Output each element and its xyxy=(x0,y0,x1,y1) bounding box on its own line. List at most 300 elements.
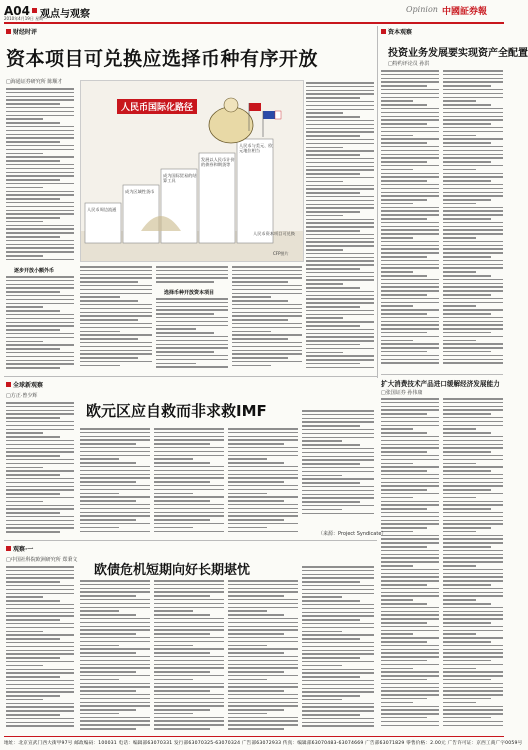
text-line xyxy=(6,329,60,331)
text-line xyxy=(228,508,298,510)
text-line xyxy=(6,508,74,510)
text-line xyxy=(228,451,298,453)
text-line xyxy=(6,168,74,170)
text-line xyxy=(228,595,284,597)
text-line xyxy=(80,595,136,597)
bottom-byline: □中国社科院欧洲研究所 郑秉文 xyxy=(6,557,78,563)
text-line xyxy=(232,274,302,276)
text-line xyxy=(306,86,374,88)
text-line xyxy=(381,508,427,510)
text-line xyxy=(443,252,503,254)
text-line xyxy=(381,618,439,620)
text-line xyxy=(443,671,503,673)
text-line xyxy=(6,149,74,151)
text-line xyxy=(443,305,476,307)
text-line xyxy=(381,409,439,411)
text-line xyxy=(443,478,503,480)
text-line xyxy=(381,504,439,506)
text-line xyxy=(228,660,298,662)
text-line xyxy=(306,295,374,297)
text-line xyxy=(381,226,439,228)
text-line xyxy=(6,417,60,419)
text-line xyxy=(6,593,74,595)
text-line xyxy=(302,581,360,583)
text-line xyxy=(381,328,439,330)
text-line xyxy=(6,130,74,132)
text-line xyxy=(80,599,150,601)
bottom-col-4 xyxy=(228,580,298,732)
text-line xyxy=(306,177,374,179)
text-line xyxy=(443,340,476,342)
text-line xyxy=(154,671,210,673)
text-line xyxy=(232,319,288,321)
text-line xyxy=(80,637,150,639)
text-line xyxy=(381,516,439,518)
text-line xyxy=(443,81,503,83)
text-line xyxy=(443,611,503,613)
text-line xyxy=(80,451,150,453)
text-line xyxy=(228,698,298,700)
text-line xyxy=(228,599,298,601)
text-line xyxy=(306,150,374,152)
text-line xyxy=(306,264,374,266)
text-line xyxy=(302,505,374,507)
text-line xyxy=(306,355,374,357)
text-line xyxy=(6,585,74,587)
text-line xyxy=(232,289,302,291)
text-line xyxy=(306,147,343,149)
text-line xyxy=(443,482,503,484)
text-line xyxy=(80,361,152,363)
text-line xyxy=(443,283,503,285)
text-line xyxy=(154,481,210,483)
text-line xyxy=(381,611,439,613)
text-line xyxy=(443,336,503,338)
text-line xyxy=(381,668,413,670)
text-line xyxy=(156,266,228,268)
text-line xyxy=(381,599,413,601)
text-line xyxy=(80,266,152,268)
text-line xyxy=(6,672,74,674)
text-line xyxy=(80,648,150,650)
text-line xyxy=(381,290,439,292)
text-line xyxy=(154,428,224,430)
text-line xyxy=(228,607,298,609)
text-line xyxy=(443,343,503,345)
text-line xyxy=(80,308,152,310)
text-line xyxy=(381,554,439,556)
text-line xyxy=(381,199,427,201)
text-line xyxy=(381,652,439,654)
text-line xyxy=(80,474,150,476)
text-line xyxy=(381,203,413,205)
text-line xyxy=(443,546,491,548)
text-line xyxy=(443,690,503,692)
text-line xyxy=(80,293,152,295)
text-line xyxy=(80,610,119,612)
text-line xyxy=(443,241,503,243)
text-line xyxy=(6,623,74,625)
middle-col-5 xyxy=(302,410,374,518)
text-line xyxy=(154,652,210,654)
text-line xyxy=(302,482,360,484)
main-byline: □海通证券研究所 陈顺才 xyxy=(6,79,63,85)
text-line xyxy=(6,612,74,614)
text-line xyxy=(443,444,503,446)
text-line xyxy=(381,557,439,559)
text-line xyxy=(381,489,427,491)
text-line xyxy=(80,481,136,483)
text-line xyxy=(443,614,503,616)
text-line xyxy=(6,524,74,526)
text-line xyxy=(6,202,74,204)
text-line xyxy=(80,679,119,681)
text-line xyxy=(381,131,439,133)
text-line xyxy=(6,608,74,610)
text-line xyxy=(302,444,360,446)
text-line xyxy=(6,421,74,423)
text-line xyxy=(443,218,491,220)
text-line xyxy=(443,474,503,476)
text-line xyxy=(302,688,374,690)
text-line xyxy=(154,709,210,711)
text-line xyxy=(6,228,74,230)
text-line xyxy=(443,184,503,186)
text-line xyxy=(302,463,360,465)
text-line xyxy=(443,595,503,597)
text-line xyxy=(80,694,150,696)
text-line xyxy=(443,538,503,540)
text-line xyxy=(306,131,374,133)
text-line xyxy=(228,512,298,514)
text-line xyxy=(443,668,476,670)
text-line xyxy=(80,667,150,669)
text-line xyxy=(80,645,119,647)
text-line xyxy=(381,406,439,408)
text-line xyxy=(443,489,491,491)
text-line xyxy=(80,652,136,654)
text-line xyxy=(228,477,298,479)
text-line xyxy=(6,429,74,431)
text-line xyxy=(6,175,74,177)
text-line xyxy=(443,245,503,247)
text-line xyxy=(80,334,152,336)
text-line xyxy=(228,610,267,612)
text-line xyxy=(381,218,427,220)
text-line xyxy=(306,211,360,213)
text-line xyxy=(154,645,193,647)
text-line xyxy=(381,210,439,212)
text-line xyxy=(306,298,374,300)
text-line xyxy=(443,520,503,522)
text-line xyxy=(80,436,150,438)
cartoon-label-convertible: 人民币资本项目可兑换 xyxy=(253,231,295,236)
text-line xyxy=(6,280,74,282)
text-line xyxy=(381,497,413,499)
text-line xyxy=(381,482,439,484)
text-line xyxy=(443,294,491,296)
text-line xyxy=(6,516,74,518)
text-line xyxy=(443,523,503,525)
text-line xyxy=(381,74,439,76)
text-line xyxy=(6,322,74,324)
text-line xyxy=(443,531,476,533)
text-line xyxy=(6,276,74,278)
text-line xyxy=(443,592,503,594)
text-line xyxy=(6,722,74,724)
text-line xyxy=(443,561,503,563)
text-line xyxy=(306,268,360,270)
text-line xyxy=(381,592,439,594)
paper-name: 中國証券報 xyxy=(442,7,488,17)
text-line xyxy=(154,694,224,696)
text-line xyxy=(443,313,491,315)
text-line xyxy=(381,286,439,288)
text-line xyxy=(80,709,136,711)
text-line xyxy=(381,138,439,140)
text-line xyxy=(6,160,60,162)
text-line xyxy=(381,444,439,446)
text-line xyxy=(381,447,439,449)
text-line xyxy=(381,248,439,250)
text-line xyxy=(381,112,439,114)
text-line xyxy=(381,135,413,137)
text-line xyxy=(228,474,298,476)
text-line xyxy=(156,347,228,349)
text-line xyxy=(302,725,374,727)
text-line xyxy=(302,699,342,701)
text-line xyxy=(6,287,74,289)
text-line xyxy=(443,463,476,465)
text-line xyxy=(381,127,439,129)
text-line xyxy=(443,108,503,110)
text-line xyxy=(302,456,374,458)
text-line xyxy=(154,660,224,662)
text-line xyxy=(306,276,374,278)
text-line xyxy=(302,459,374,461)
text-line xyxy=(443,664,503,666)
opinion-label: Opinion xyxy=(406,5,438,14)
text-line xyxy=(443,210,503,212)
text-line xyxy=(381,70,439,72)
text-line xyxy=(156,366,228,368)
text-line xyxy=(381,233,439,235)
text-line xyxy=(443,660,491,662)
text-line xyxy=(381,398,439,400)
text-line xyxy=(228,455,298,457)
text-line xyxy=(154,683,224,685)
text-line xyxy=(6,156,74,158)
text-line xyxy=(6,482,74,484)
text-line xyxy=(306,207,374,209)
text-line xyxy=(228,724,298,726)
text-line xyxy=(381,535,439,537)
text-line xyxy=(156,274,228,276)
text-line xyxy=(381,165,439,167)
text-line xyxy=(228,496,298,498)
text-line xyxy=(443,535,503,537)
text-line xyxy=(302,478,374,480)
text-line xyxy=(306,226,374,228)
text-line xyxy=(80,285,152,287)
text-line xyxy=(381,108,439,110)
text-line xyxy=(381,614,439,616)
text-line xyxy=(381,123,427,125)
text-line xyxy=(228,580,298,582)
text-line xyxy=(6,684,74,686)
text-line xyxy=(228,504,298,506)
text-line xyxy=(80,289,152,291)
column-divider xyxy=(377,26,378,378)
text-line xyxy=(443,406,503,408)
text-line xyxy=(156,328,196,330)
text-line xyxy=(154,607,224,609)
text-line xyxy=(6,310,60,312)
text-line xyxy=(6,153,43,155)
text-line xyxy=(381,252,439,254)
text-line xyxy=(154,432,224,434)
text-line xyxy=(381,351,427,353)
text-line xyxy=(6,291,60,293)
text-line xyxy=(6,600,60,602)
text-line xyxy=(6,225,74,227)
text-line xyxy=(306,260,374,262)
text-line xyxy=(381,119,439,121)
text-line xyxy=(381,645,439,647)
text-line xyxy=(381,626,439,628)
text-line xyxy=(6,103,60,105)
text-line xyxy=(443,362,503,364)
text-line xyxy=(156,309,228,311)
text-line xyxy=(306,112,343,114)
text-line xyxy=(381,683,439,685)
bottom-col-2 xyxy=(80,580,150,732)
text-line xyxy=(80,584,150,586)
text-line xyxy=(381,81,439,83)
text-line xyxy=(232,315,302,317)
text-line xyxy=(302,414,374,416)
text-line xyxy=(80,432,150,434)
text-line xyxy=(443,398,503,400)
text-line xyxy=(443,173,503,175)
text-line xyxy=(381,569,439,571)
text-line xyxy=(302,501,360,503)
text-line xyxy=(302,619,360,621)
text-line xyxy=(154,720,224,722)
text-line xyxy=(154,512,224,514)
text-line xyxy=(6,134,74,136)
text-line xyxy=(381,466,439,468)
text-line xyxy=(381,573,439,575)
text-line xyxy=(443,229,503,231)
text-line xyxy=(443,630,503,632)
section-tag-global-review: 全球新观察 xyxy=(6,380,43,389)
text-line xyxy=(443,222,503,224)
text-line xyxy=(381,580,439,582)
text-line xyxy=(443,237,476,239)
text-line xyxy=(6,259,74,261)
text-line xyxy=(381,542,439,544)
text-line xyxy=(154,705,224,707)
text-line xyxy=(381,485,439,487)
section-tag-observation: 观察·一 xyxy=(6,544,33,553)
text-line xyxy=(381,425,439,427)
text-line xyxy=(156,336,228,338)
text-line xyxy=(228,637,298,639)
text-line xyxy=(228,656,298,658)
text-line xyxy=(154,618,224,620)
text-line xyxy=(381,656,439,658)
text-line xyxy=(228,436,298,438)
text-line xyxy=(302,653,374,655)
text-line xyxy=(232,331,271,333)
text-line xyxy=(381,229,439,231)
text-line xyxy=(443,694,503,696)
text-line xyxy=(302,615,374,617)
text-line xyxy=(6,251,74,253)
text-line xyxy=(80,705,150,707)
text-line xyxy=(302,623,374,625)
text-line xyxy=(228,705,298,707)
right-bottom-col-2 xyxy=(443,398,503,732)
text-line xyxy=(156,363,196,365)
text-line xyxy=(232,365,271,367)
text-line xyxy=(6,107,74,109)
text-line xyxy=(381,455,439,457)
text-line xyxy=(80,519,136,521)
cartoon-banner: 人民币国际化路径 xyxy=(117,99,197,114)
text-line xyxy=(6,191,74,193)
text-line xyxy=(302,669,374,671)
text-line xyxy=(6,111,74,113)
text-line xyxy=(381,336,439,338)
text-line xyxy=(154,702,224,704)
text-line xyxy=(80,489,150,491)
text-line xyxy=(306,367,374,369)
right-top-byline: □特约评论员 孙洪 xyxy=(388,61,430,67)
text-line xyxy=(232,350,302,352)
text-line xyxy=(154,728,210,730)
text-line xyxy=(302,471,374,473)
text-line xyxy=(154,523,224,525)
text-line xyxy=(156,332,214,334)
text-line xyxy=(156,321,228,323)
text-line xyxy=(156,355,228,357)
cartoon-label-circulation: 人民币周边流通 xyxy=(87,207,117,212)
text-line xyxy=(381,207,439,209)
text-line xyxy=(302,661,374,663)
text-line xyxy=(381,150,439,152)
text-line xyxy=(443,180,491,182)
section-marker-icon xyxy=(32,8,37,13)
main-subhead-2: 选择币种开放资本项目 xyxy=(164,290,215,296)
text-line xyxy=(6,627,74,629)
text-line xyxy=(6,410,74,412)
text-line xyxy=(381,501,439,503)
text-line xyxy=(80,466,150,468)
text-line xyxy=(381,89,439,91)
text-line xyxy=(381,264,439,266)
text-line xyxy=(80,500,136,502)
text-line xyxy=(443,207,503,209)
text-line xyxy=(381,690,439,692)
text-line xyxy=(228,500,284,502)
text-line xyxy=(381,546,427,548)
text-line xyxy=(381,603,427,605)
text-line xyxy=(443,501,503,503)
text-line xyxy=(443,725,503,727)
text-line xyxy=(443,679,491,681)
